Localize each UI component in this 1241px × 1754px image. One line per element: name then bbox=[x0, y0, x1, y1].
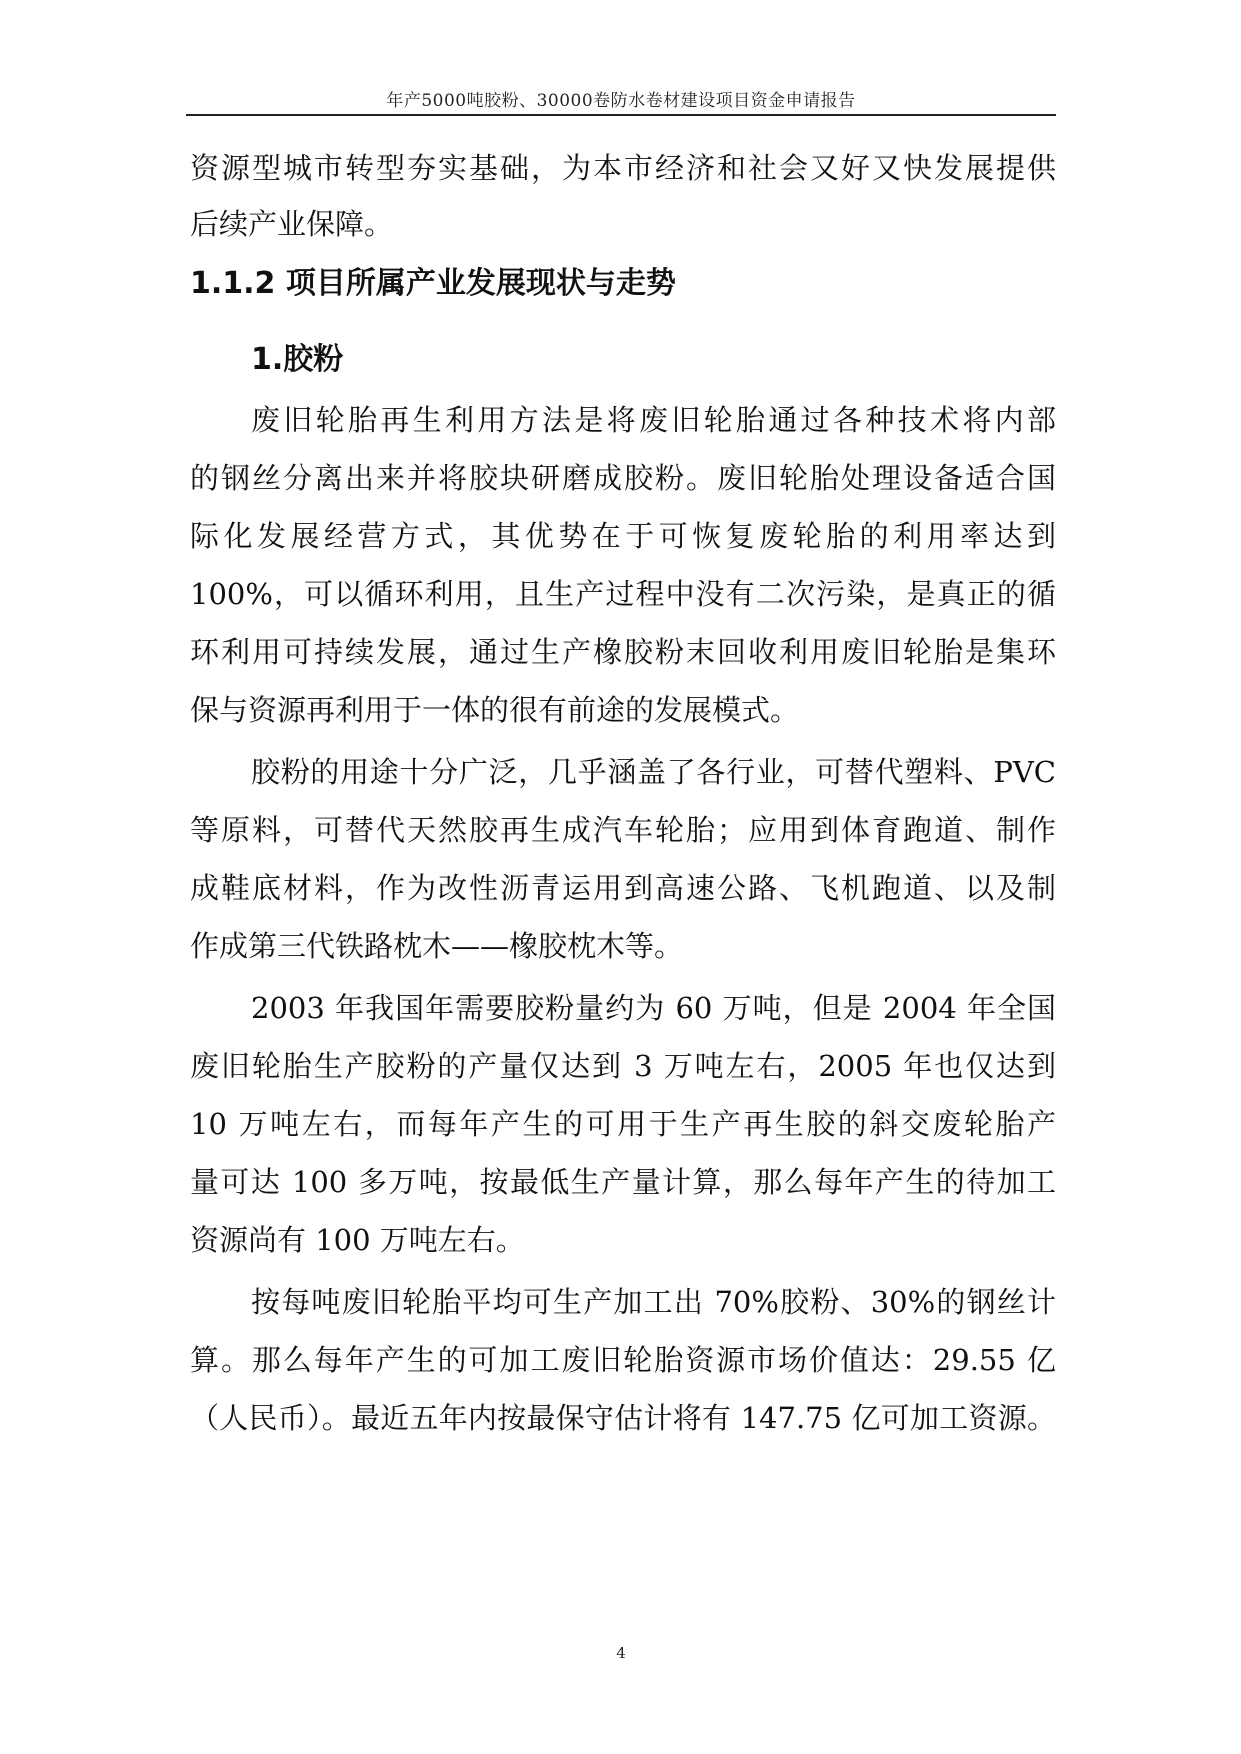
body-text-line: 100%，可以循环利用，且生产过程中没有二次污染，是真正的循 bbox=[190, 577, 1056, 611]
body-text-line: 资源尚有 100 万吨左右。 bbox=[190, 1223, 525, 1257]
body-text-line: 环利用可持续发展，通过生产橡胶粉末回收利用废旧轮胎是集环 bbox=[190, 635, 1056, 669]
body-text-line: 的钢丝分离出来并将胶块研磨成胶粉。废旧轮胎处理设备适合国 bbox=[190, 461, 1056, 495]
body-text-line: （人民币）。最近五年内按最保守估计将有 147.75 亿可加工资源。 bbox=[190, 1401, 1056, 1435]
page-header-title: 年产5000吨胶粉、30000卷防水卷材建设项目资金申请报告 bbox=[386, 91, 856, 111]
body-text-line: 算。那么每年产生的可加工废旧轮胎资源市场价值达：29.55 亿 bbox=[190, 1343, 1056, 1377]
body-text-line: 后续产业保障。 bbox=[190, 207, 394, 241]
body-text-line: 10 万吨左右，而每年产生的可用于生产再生胶的斜交废轮胎产 bbox=[190, 1107, 1056, 1141]
body-text-line: 资源型城市转型夯实基础，为本市经济和社会又好又快发展提供 bbox=[190, 151, 1056, 185]
page-number: 4 bbox=[616, 1644, 626, 1662]
body-text-line: 废旧轮胎生产胶粉的产量仅达到 3 万吨左右，2005 年也仅达到 bbox=[190, 1049, 1056, 1083]
body-text-line: 废旧轮胎再生利用方法是将废旧轮胎通过各种技术将内部 bbox=[251, 403, 1056, 437]
section-heading: 1.1.2 项目所属产业发展现状与走势 bbox=[190, 266, 676, 301]
body-text-line: 成鞋底材料，作为改性沥青运用到高速公路、飞机跑道、以及制 bbox=[190, 871, 1056, 905]
header-divider bbox=[186, 114, 1056, 116]
body-text-line: 等原料，可替代天然胶再生成汽车轮胎；应用到体育跑道、制作 bbox=[190, 813, 1056, 847]
body-text-line: 作成第三代铁路枕木——橡胶枕木等。 bbox=[190, 929, 684, 963]
body-text-line: 胶粉的用途十分广泛，几乎涵盖了各行业，可替代塑料、PVC bbox=[251, 755, 1056, 789]
subsection-heading: 1.胶粉 bbox=[251, 342, 344, 377]
body-text-line: 际化发展经营方式，其优势在于可恢复废轮胎的利用率达到 bbox=[190, 519, 1056, 553]
body-text-line: 2003 年我国年需要胶粉量约为 60 万吨，但是 2004 年全国 bbox=[251, 991, 1056, 1025]
body-text-line: 保与资源再利用于一体的很有前途的发展模式。 bbox=[190, 693, 800, 727]
body-text-line: 量可达 100 多万吨，按最低生产量计算，那么每年产生的待加工 bbox=[190, 1165, 1056, 1199]
body-text-line: 按每吨废旧轮胎平均可生产加工出 70%胶粉、30%的钢丝计 bbox=[251, 1285, 1056, 1319]
